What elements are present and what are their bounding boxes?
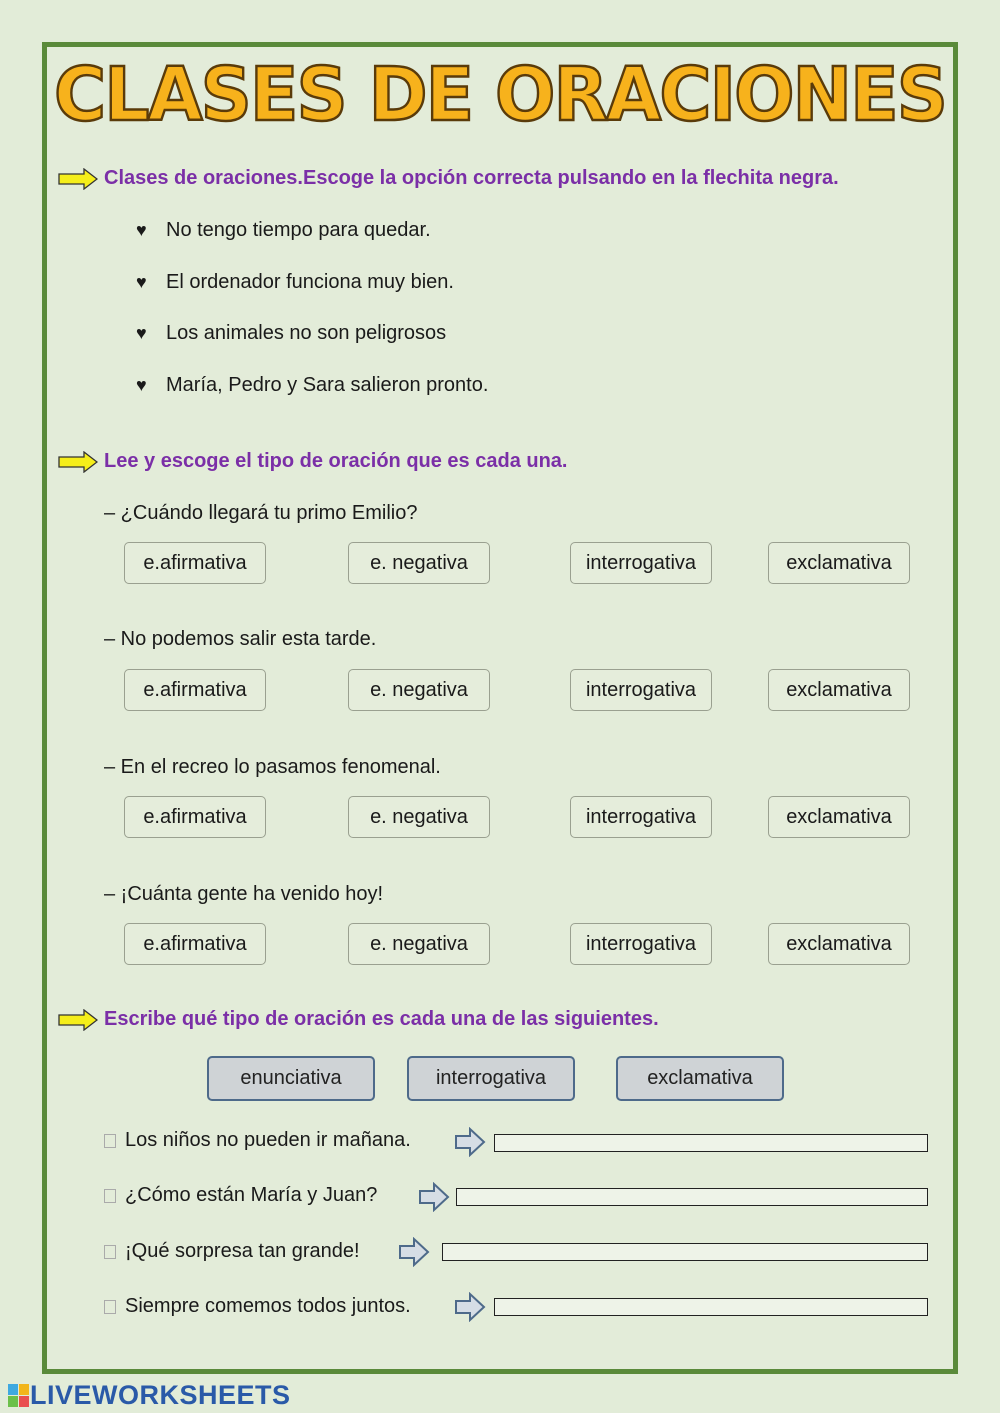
arrow-right-icon — [58, 168, 98, 190]
question-text: – En el recreo lo pasamos fenomenal. — [104, 756, 441, 778]
checkbox-icon — [104, 1189, 116, 1203]
option-afirmativa[interactable]: e.afirmativa — [124, 669, 266, 711]
heart-icon: ♥ — [136, 220, 147, 240]
logo-blocks-icon — [8, 1384, 30, 1408]
answer-field[interactable] — [494, 1298, 928, 1316]
sentence-row: Siempre comemos todos juntos. — [104, 1295, 411, 1318]
checkbox-icon — [104, 1300, 116, 1314]
checkbox-icon — [104, 1134, 116, 1148]
sentence-row: ¿Cómo están María y Juan? — [104, 1184, 377, 1207]
answer-field[interactable] — [442, 1243, 928, 1261]
option-exclamativa[interactable]: exclamativa — [768, 796, 910, 838]
word-bank-exclamativa[interactable]: exclamativa — [616, 1056, 784, 1101]
arrow-outline-icon — [454, 1127, 486, 1157]
list-item: ♥ No tengo tiempo para quedar. — [136, 219, 431, 241]
list-item: ♥ Los animales no son peligrosos — [136, 322, 447, 344]
option-afirmativa[interactable]: e.afirmativa — [124, 542, 266, 584]
question-text: – ¿Cuándo llegará tu primo Emilio? — [104, 502, 418, 524]
answer-field[interactable] — [494, 1134, 928, 1152]
word-bank-enunciativa[interactable]: enunciativa — [207, 1056, 375, 1101]
heart-icon: ♥ — [136, 272, 147, 292]
section3-instruction-text: Escribe qué tipo de oración es cada una de las siguientes. — [104, 1008, 659, 1030]
option-interrogativa[interactable]: interrogativa — [570, 923, 712, 965]
question-text: – No podemos salir esta tarde. — [104, 628, 377, 650]
option-interrogativa[interactable]: interrogativa — [570, 542, 712, 584]
checkbox-icon — [104, 1245, 116, 1259]
worksheet-title: CLASES DE ORACIONES — [54, 52, 946, 138]
option-exclamativa[interactable]: exclamativa — [768, 542, 910, 584]
section1-instruction — [58, 167, 839, 190]
arrow-outline-icon — [454, 1292, 486, 1322]
option-afirmativa[interactable]: e.afirmativa — [124, 923, 266, 965]
arrow-outline-icon — [398, 1237, 430, 1267]
arrow-outline-icon — [418, 1182, 450, 1212]
section1-instruction-text: Clases de oraciones.Escoge la opción correcta pulsando en la flechita negra. — [104, 167, 839, 189]
option-negativa[interactable]: e. negativa — [348, 796, 490, 838]
option-interrogativa[interactable]: interrogativa — [570, 669, 712, 711]
section3-instruction — [58, 1008, 659, 1031]
question-text: – ¡Cuánta gente ha venido hoy! — [104, 883, 384, 905]
arrow-right-icon — [58, 1009, 98, 1031]
sentence-row: ¡Qué sorpresa tan grande! — [104, 1240, 360, 1263]
list-item: ♥ María, Pedro y Sara salieron pronto. — [136, 374, 489, 396]
option-afirmativa[interactable]: e.afirmativa — [124, 796, 266, 838]
option-interrogativa[interactable]: interrogativa — [570, 796, 712, 838]
section2-instruction-text: Lee y escoge el tipo de oración que es cada una. — [104, 450, 568, 472]
answer-field[interactable] — [456, 1188, 928, 1206]
arrow-right-icon — [58, 451, 98, 473]
liveworksheets-logo — [8, 1380, 291, 1411]
footer-brand: LIVEWORKSHEETS — [30, 1380, 291, 1410]
option-negativa[interactable]: e. negativa — [348, 923, 490, 965]
option-exclamativa[interactable]: exclamativa — [768, 669, 910, 711]
heart-icon: ♥ — [136, 323, 147, 343]
option-negativa[interactable]: e. negativa — [348, 542, 490, 584]
heart-icon: ♥ — [136, 375, 147, 395]
section2-instruction — [58, 450, 568, 473]
word-bank-interrogativa[interactable]: interrogativa — [407, 1056, 575, 1101]
option-exclamativa[interactable]: exclamativa — [768, 923, 910, 965]
sentence-row: Los niños no pueden ir mañana. — [104, 1129, 411, 1152]
option-negativa[interactable]: e. negativa — [348, 669, 490, 711]
list-item: ♥ El ordenador funciona muy bien. — [136, 271, 454, 293]
